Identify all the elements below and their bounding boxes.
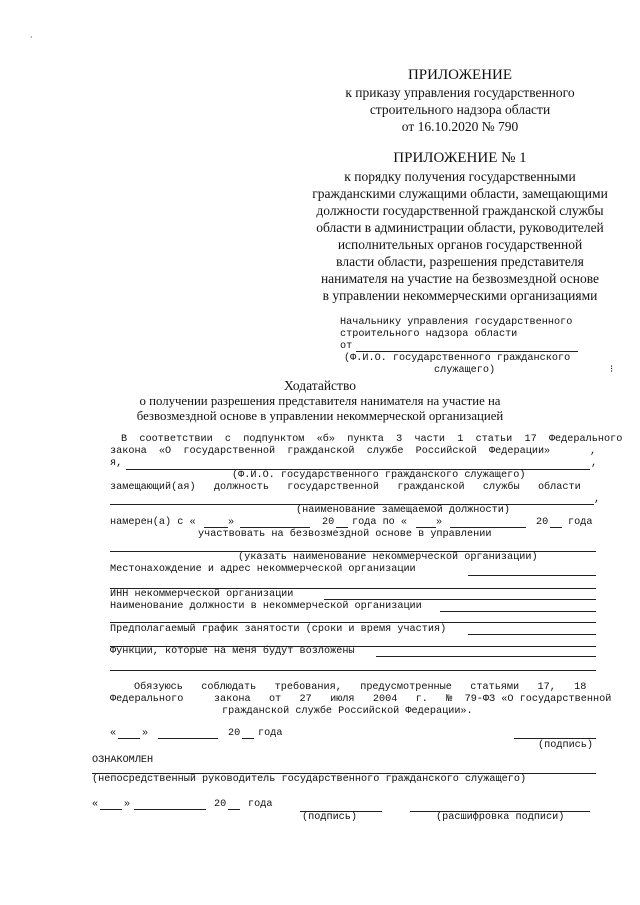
- addressee-line: строительного надзора области: [340, 329, 518, 340]
- start-month-field[interactable]: [240, 527, 310, 528]
- inn-field[interactable]: [324, 599, 596, 600]
- date1-month-field[interactable]: [158, 738, 218, 739]
- acquainted-label: ОЗНАКОМЛЕН: [92, 755, 154, 766]
- intend-f: 20: [536, 517, 549, 528]
- signature2-hint: (подпись): [302, 812, 358, 823]
- date1-day-field[interactable]: [118, 738, 140, 739]
- date2-close: »: [124, 799, 131, 810]
- fio-hint: (Ф.И.О. государственного гражданского служащего): [232, 470, 526, 481]
- participate-text: участвовать на безвозмездной основе в управлении: [198, 529, 492, 540]
- addressee-hint: служащего): [434, 365, 496, 376]
- appendix1-title: ПРИЛОЖЕНИЕ № 1: [393, 150, 527, 166]
- petition-subtitle: безвозмездной основе в управлении некоммерческой организацией: [136, 409, 504, 423]
- start-day-field[interactable]: [204, 527, 228, 528]
- intend-a: намерен(а) с «: [110, 517, 196, 528]
- appendix-line: к приказу управления государственного: [345, 85, 575, 100]
- functions-label: Функции, которые на меня будут возложены: [110, 646, 355, 657]
- date1-word: года: [258, 728, 283, 739]
- intend-e: »: [436, 517, 443, 528]
- intend-c: 20: [322, 517, 335, 528]
- body-line: В соответствии с подпунктом «б» пункта 3 части 1 статьи 17 Федерального: [121, 434, 623, 445]
- addressee-hint: (Ф.И.О. государственного гражданского: [344, 353, 571, 364]
- appendix-block: [290, 66, 630, 135]
- appendix1-line: исполнительных органов государственной: [337, 237, 583, 252]
- appendix-line: строительного надзора области: [369, 102, 551, 117]
- appendix1-line: гражданскими служащими области, замещающими: [312, 186, 608, 201]
- position-name-label: Наименование должности в некоммерческой организации: [110, 601, 422, 612]
- decoding-hint: (расшифровка подписи): [436, 812, 565, 823]
- date1-year: 20: [228, 728, 241, 739]
- inn-label: ИНН некоммерческой организации: [110, 589, 294, 600]
- start-year-field[interactable]: [336, 527, 348, 528]
- addressee-line: Начальнику управления государственного: [340, 317, 573, 328]
- scan-mark: ⁝: [610, 364, 614, 375]
- appendix1-line: власти области, разрешения представителя: [336, 254, 584, 269]
- intend-d: года по «: [352, 517, 408, 528]
- obligation-line: Обязуюсь соблюдать требования, предусмотренные статьями 17, 18: [134, 682, 587, 693]
- date2-word: года: [248, 799, 273, 810]
- appendix-title: ПРИЛОЖЕНИЕ: [407, 67, 513, 83]
- appendix-line: от 16.10.2020 № 790: [401, 119, 519, 134]
- signature-hint: (подпись): [538, 740, 594, 751]
- petition-title: Ходатайство: [284, 378, 356, 393]
- comma: ,: [590, 446, 597, 457]
- intend-g: года: [568, 517, 593, 528]
- obligation-line: гражданской службе Российской Федерации».: [222, 706, 473, 717]
- date1-close: »: [142, 728, 149, 739]
- comma: ,: [594, 494, 601, 505]
- comma: ,: [591, 458, 598, 469]
- date2-month-field[interactable]: [134, 809, 206, 810]
- petition-subtitle: о получении разрешения представителя нанимателя на участие на: [139, 394, 501, 408]
- body-line: закона «О государственной гражданской службе Российской Федерации»: [110, 446, 551, 457]
- from-label: от: [340, 341, 353, 352]
- end-month-field[interactable]: [450, 527, 526, 528]
- schedule-label: Предполагаемый график занятости (сроки и время участия): [110, 624, 447, 635]
- appendix1-line: к порядку получения государственными: [344, 169, 576, 184]
- appendix1-line: в управлении некоммерческими организациями: [322, 288, 598, 303]
- intend-b: »: [228, 517, 235, 528]
- functions-field-2[interactable]: [110, 670, 596, 671]
- appendix1-block: [280, 149, 640, 304]
- from-field[interactable]: [356, 351, 578, 352]
- date1-year-field[interactable]: [242, 738, 254, 739]
- position-hint: (наименование замещаемой должности): [296, 505, 510, 516]
- org-hint: (указать наименование некоммерческой организации): [238, 552, 538, 563]
- location-field[interactable]: [468, 575, 596, 576]
- appendix1-line: должности государственной гражданской службы: [316, 203, 604, 218]
- signature-field[interactable]: [514, 738, 596, 739]
- scan-mark: ·: [30, 33, 33, 42]
- position-name-field[interactable]: [440, 611, 596, 612]
- appendix1-line: области в администрации области, руководителей: [316, 220, 604, 235]
- supervisor-hint: (непосредственный руководитель государственного гражданского служащего): [92, 774, 527, 785]
- end-day-field[interactable]: [416, 527, 436, 528]
- position-name-field-2[interactable]: [110, 622, 596, 623]
- schedule-field[interactable]: [468, 634, 596, 635]
- location-label: Местонахождение и адрес некоммерческой организации: [110, 564, 416, 575]
- appendix1-line: нанимателя на участие на безвозмездной основе: [320, 271, 600, 286]
- date2-year-field[interactable]: [228, 809, 240, 810]
- end-year-field[interactable]: [550, 527, 562, 528]
- date2-open: «: [92, 799, 99, 810]
- body-line: замещающий(ая) должность государственной гражданской службы области: [110, 482, 581, 493]
- obligation-line: Федерального закона от 27 июля 2004 г. № 79-ФЗ «О государственной: [110, 694, 612, 705]
- body-line: я,: [110, 458, 123, 469]
- functions-field[interactable]: [376, 656, 596, 657]
- date1-open: «: [110, 728, 117, 739]
- date2-year: 20: [214, 799, 227, 810]
- date2-day-field[interactable]: [100, 809, 122, 810]
